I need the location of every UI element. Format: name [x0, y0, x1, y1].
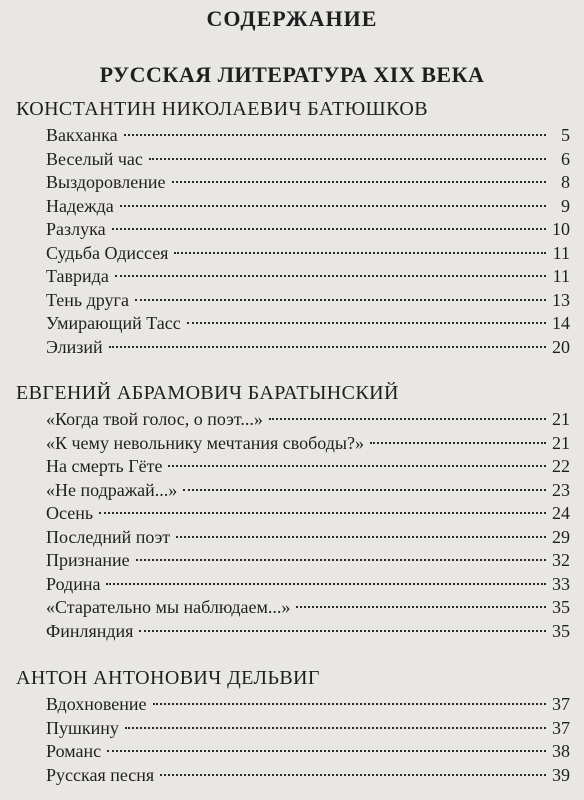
author-heading-delvig: АНТОН АНТОНОВИЧ ДЕЛЬВИГ [16, 667, 320, 689]
entry-title: «К чему невольнику мечтания свободы?» [46, 432, 364, 453]
entry-page: 10 [552, 219, 570, 239]
toc-entry[interactable] [46, 148, 570, 172]
dot-leader [125, 727, 546, 729]
dot-leader [124, 134, 546, 136]
entry-title: Судьба Одиссея [46, 242, 169, 263]
entry-page: 11 [552, 242, 570, 263]
dot-leader [112, 228, 546, 230]
dot-leader [107, 750, 546, 752]
dot-leader [115, 275, 546, 277]
entry-title: Разлука [46, 219, 106, 239]
entry-title: Родина [46, 573, 101, 594]
entry-title: Признание [46, 550, 130, 570]
toc-entry[interactable] [46, 740, 570, 764]
entry-page: 32 [552, 550, 570, 570]
entry-title: Надежда [46, 195, 114, 216]
entry-page: 35 [552, 597, 570, 617]
dot-leader [174, 252, 546, 254]
author-heading-baratynsky: ЕВГЕНИЙ АБРАМОВИЧ БАРАТЫНСКИЙ [16, 382, 399, 404]
entry-page: 37 [552, 717, 570, 738]
entry-title: Элизий [46, 336, 103, 357]
entry-title: Тень друга [46, 289, 129, 310]
entry-title: Веселый час [46, 148, 143, 169]
toc-entry[interactable] [46, 693, 570, 717]
entry-page: 37 [552, 694, 570, 714]
dot-leader [153, 703, 546, 705]
toc-entry[interactable] [46, 479, 570, 503]
entry-page: 33 [552, 573, 570, 594]
toc-entry[interactable] [46, 764, 570, 788]
author-heading-batyushkov: КОНСТАНТИН НИКОЛАЕВИЧ БАТЮШКОВ [16, 98, 428, 120]
toc-entry[interactable] [46, 312, 570, 336]
entry-page: 21 [552, 409, 570, 429]
dot-leader [168, 465, 546, 467]
toc-entry[interactable] [46, 124, 570, 148]
entry-page: 23 [552, 479, 570, 500]
dot-leader [109, 346, 546, 348]
dot-leader [172, 181, 546, 183]
toc-entry[interactable] [46, 573, 570, 597]
dot-leader [99, 512, 546, 514]
entry-title: Пушкину [46, 717, 119, 738]
entry-page: 35 [552, 620, 570, 641]
entry-page: 38 [552, 741, 570, 761]
entry-title: Русская песня [46, 764, 155, 785]
toc-entry[interactable] [46, 242, 570, 266]
toc-entry[interactable] [46, 455, 570, 479]
dot-leader [136, 559, 546, 561]
dot-leader [135, 299, 546, 301]
entry-page: 8 [561, 172, 570, 192]
entry-title: Таврида [46, 266, 109, 286]
toc-list-batyushkov [46, 124, 570, 359]
entry-page: 39 [552, 764, 570, 785]
entry-title: На смерть Гёте [46, 456, 163, 476]
toc-entry[interactable] [46, 289, 570, 313]
dot-leader [106, 583, 546, 585]
entry-page: 9 [561, 195, 570, 216]
entry-title: Романс [46, 741, 102, 761]
entry-title: Последний поэт [46, 526, 171, 547]
toc-entry[interactable] [46, 717, 570, 741]
dot-leader [183, 489, 546, 491]
entry-page: 6 [561, 148, 570, 169]
entry-title: Финляндия [46, 620, 134, 641]
toc-entry[interactable] [46, 195, 570, 219]
entry-title: Умирающий Тасс [46, 313, 181, 333]
toc-entry[interactable] [46, 620, 570, 644]
section-title: РУССКАЯ ЛИТЕРАТУРА XIX ВЕКА [99, 62, 485, 87]
toc-list-baratynsky [46, 408, 570, 643]
dot-leader [187, 322, 546, 324]
entry-page: 14 [552, 313, 570, 333]
entry-title: Выздоровление [46, 172, 166, 192]
toc-entry[interactable] [46, 408, 570, 432]
page-title: СОДЕРЖАНИЕ [206, 6, 378, 31]
toc-entry[interactable] [46, 549, 570, 573]
toc-entry[interactable] [46, 171, 570, 195]
toc-entry[interactable] [46, 265, 570, 289]
entry-page: 21 [552, 432, 570, 453]
toc-entry[interactable] [46, 596, 570, 620]
toc-list-delvig [46, 693, 570, 787]
entry-page: 29 [552, 526, 570, 547]
entry-title: Осень [46, 503, 94, 523]
dot-leader [269, 418, 546, 420]
entry-title: «Старательно мы наблюдаем...» [46, 597, 291, 617]
entry-page: 13 [552, 289, 570, 310]
entry-page: 22 [552, 456, 570, 476]
dot-leader [176, 536, 546, 538]
dot-leader [296, 606, 546, 608]
entry-title: Вакханка [46, 125, 118, 145]
toc-entry[interactable] [46, 502, 570, 526]
dot-leader [149, 158, 546, 160]
toc-entry[interactable] [46, 432, 570, 456]
toc-entry[interactable] [46, 526, 570, 550]
toc-entry[interactable] [46, 336, 570, 360]
entry-title: «Не подражай...» [46, 479, 178, 500]
entry-page: 24 [552, 503, 570, 523]
dot-leader [120, 205, 546, 207]
entry-page: 20 [552, 336, 570, 357]
entry-page: 5 [561, 125, 570, 145]
toc-entry[interactable] [46, 218, 570, 242]
dot-leader [370, 442, 546, 444]
dot-leader [139, 630, 546, 632]
dot-leader [160, 774, 546, 776]
entry-title: «Когда твой голос, о поэт...» [46, 409, 263, 429]
entry-title: Вдохновение [46, 694, 147, 714]
entry-page: 11 [552, 266, 570, 286]
